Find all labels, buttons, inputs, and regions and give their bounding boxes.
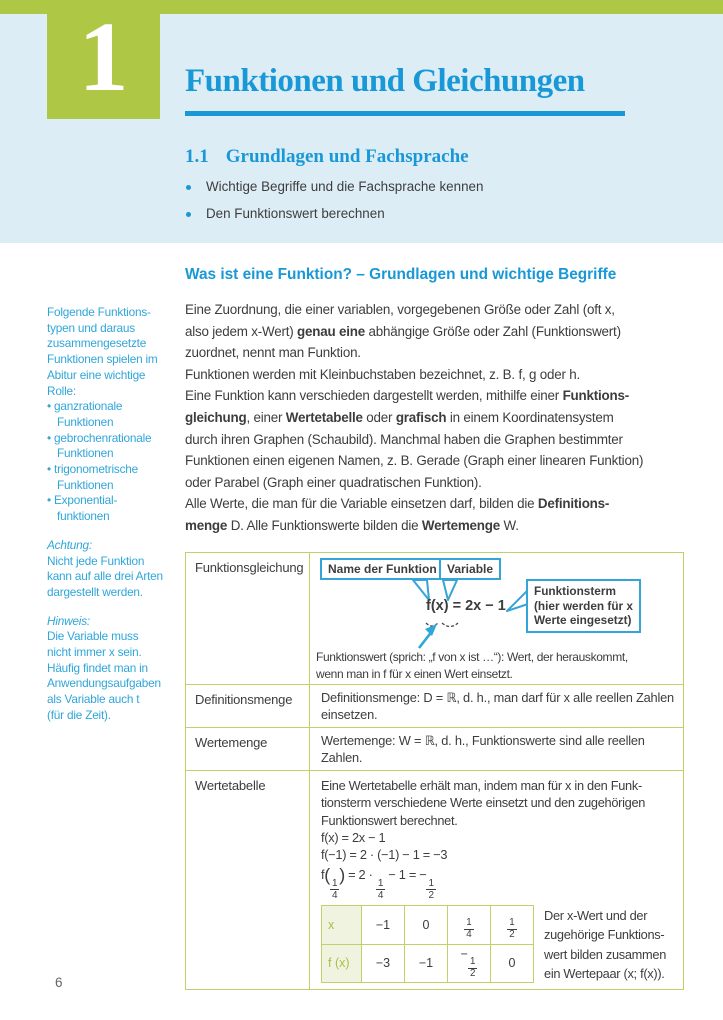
section-number: 1.1 <box>185 146 209 167</box>
math-line: f( $\frac{1}{4}$ ) = 2 · $\frac{1}{4}$ − 1 = − $\frac{1}{2}$ <box>321 865 434 901</box>
function-equation: f(x) = 2x − 1 <box>426 598 506 614</box>
paragraph-line: Alle Werte, die man für die Variable einsetzen darf, bilden die Definitions- <box>185 496 610 512</box>
paragraph-line: durch ihren Graphen (Schaubild). Manchmal haben die Graphen bestimmter <box>185 431 623 447</box>
paragraph-line: Eine Zuordnung, die einer variablen, vorgegebenen Größe oder Zahl (oft x, <box>185 302 615 317</box>
hint-note <box>47 614 189 724</box>
name-callout: Name der Funktion <box>320 558 445 580</box>
math-line: f(x) = 2x − 1 <box>321 829 386 845</box>
row-label: Wertetabelle <box>186 771 310 989</box>
value-cell: −3 <box>362 944 405 983</box>
value-row-label: x <box>322 906 362 945</box>
paragraph-line: menge D. Alle Funktionswerte bilden die Wertemenge W. <box>185 517 519 533</box>
value-cell: −1 <box>362 906 405 945</box>
sidebar-intro: Folgende Funktions- typen und daraus zusammengesetzte Funktionen spielen im Abitur eine wichtige Rolle: <box>47 305 158 398</box>
chapter-number: 1 <box>78 0 129 112</box>
wertetabelle-text: Eine Wertetabelle erhält man, indem man für x in den Funk- tionsterm verschiedene Werte einsetzt und den zugehörigen Funktionswert berechnet. <box>321 778 646 828</box>
value-cell: − $\frac{1}{2}$ <box>448 944 491 983</box>
function-type-item: • gebrochenrationale Funktionen <box>47 431 189 462</box>
name-callout-tail <box>413 580 429 600</box>
paragraph-line: also jedem x-Wert) genau eine abhängige Größe oder Zahl (Funktionswert) <box>185 323 621 339</box>
note-text: Die Variable muss nicht immer x sein. Häufig findet man in Anwendungsaufgaben als Variable auch t (für die Zeit). <box>47 629 161 722</box>
paragraph-line: oder Parabel (Graph einer quadratischen Funktion). <box>185 474 482 490</box>
table-row-definitionsmenge <box>186 684 683 727</box>
term-callout: Funktionsterm (hier werden für x Werte eingesetzt) <box>526 579 641 633</box>
value-table-fx-row <box>322 944 534 983</box>
paragraph-line: Eine Funktion kann verschieden dargestellt werden, mithilfe einer Funktions- <box>185 388 630 404</box>
term-callout-tail <box>507 590 528 611</box>
funktionswert-caption: Funktionswert (sprich: „f von x ist …“): Wert, der herauskommt, wenn man in f für x einen Wert einsetzt. <box>316 650 628 681</box>
bullet-item <box>186 206 483 221</box>
margin-notes <box>47 305 189 737</box>
section-bullet-list <box>186 179 483 233</box>
row-label: Wertemenge <box>186 728 310 770</box>
bullet-text: Wichtige Begriffe und die Fachsprache kennen <box>206 179 484 194</box>
page-number: 6 <box>55 975 63 990</box>
section-heading <box>185 146 469 168</box>
wertepaar-note: Der x-Wert und der zugehörige Funktions- wert bilden zusammen ein Wertepaar (x; f(x)). <box>544 908 667 981</box>
main-heading: Was ist eine Funktion? – Grundlagen und wichtige Begriffe <box>185 266 617 283</box>
table-row-funktionsgleichung <box>186 553 683 684</box>
table-row-wertetabelle <box>186 770 683 989</box>
value-cell: −1 <box>405 944 448 983</box>
function-type-list <box>47 399 189 525</box>
value-cell: 0 <box>491 944 534 983</box>
bullet-dot-icon <box>186 212 191 217</box>
value-cell: 0 <box>405 906 448 945</box>
funktionsgleichung-cell <box>310 553 683 684</box>
section-title: Grundlagen und Fachsprache <box>225 146 469 167</box>
value-row-label: f (x) <box>322 944 362 983</box>
function-type-item: • trigonometrische Funktionen <box>47 462 189 493</box>
bullet-item <box>186 179 483 194</box>
value-table <box>321 905 534 983</box>
paragraph-line: zuordnet, nennt man Funktion. <box>185 345 361 361</box>
wertemenge-cell: Wertemenge: W = ℝ, d. h., Funktionswerte sind alle reellen Zahlen. <box>321 733 645 765</box>
variable-callout-tail <box>443 580 457 600</box>
concept-table <box>185 552 684 990</box>
function-type-item: • ganzrationale Funktionen <box>47 399 189 430</box>
value-cell: $\frac{1}{4}$ <box>448 906 491 945</box>
title-underline <box>185 111 625 116</box>
table-row-wertemenge <box>186 727 683 770</box>
variable-callout: Variable <box>439 558 501 580</box>
chapter-number-box <box>47 0 160 119</box>
value-table-x-row <box>322 906 534 945</box>
row-label: Definitionsmenge <box>186 685 310 727</box>
function-type-item: • Exponential- funktionen <box>47 493 189 524</box>
underbrace-x <box>442 623 458 627</box>
bullet-dot-icon <box>186 185 191 190</box>
note-title: Hinweis: <box>47 613 90 628</box>
paragraph-line: Funktionen einen eigenen Namen, z. B. Gerade (Graph einer linearen Funktion) <box>185 453 644 469</box>
note-text: Nicht jede Funktion kann auf alle drei Arten dargestellt werden. <box>47 553 163 599</box>
body-paragraph <box>185 299 715 537</box>
chapter-title: Funktionen und Gleichungen <box>185 63 585 99</box>
math-line: f(−1) = 2 · (−1) − 1 = −3 <box>321 847 448 863</box>
paragraph-line: Funktionen werden mit Kleinbuchstaben bezeichnet, z. B. f, g oder h. <box>185 366 581 382</box>
bullet-text: Den Funktionswert berechnen <box>206 206 385 221</box>
definitionsmenge-cell: Definitionsmenge: D = ℝ, d. h., man darf für x alle reellen Zahlen einsetzen. <box>321 690 674 722</box>
wertetabelle-cell <box>310 771 683 989</box>
value-cell: $\frac{1}{2}$ <box>491 906 534 945</box>
attention-note <box>47 538 189 601</box>
row-label: Funktionsgleichung <box>186 553 310 684</box>
note-title: Achtung: <box>47 537 92 552</box>
paragraph-line: gleichung, einer Wertetabelle oder grafisch in einem Koordinatensystem <box>185 409 614 425</box>
